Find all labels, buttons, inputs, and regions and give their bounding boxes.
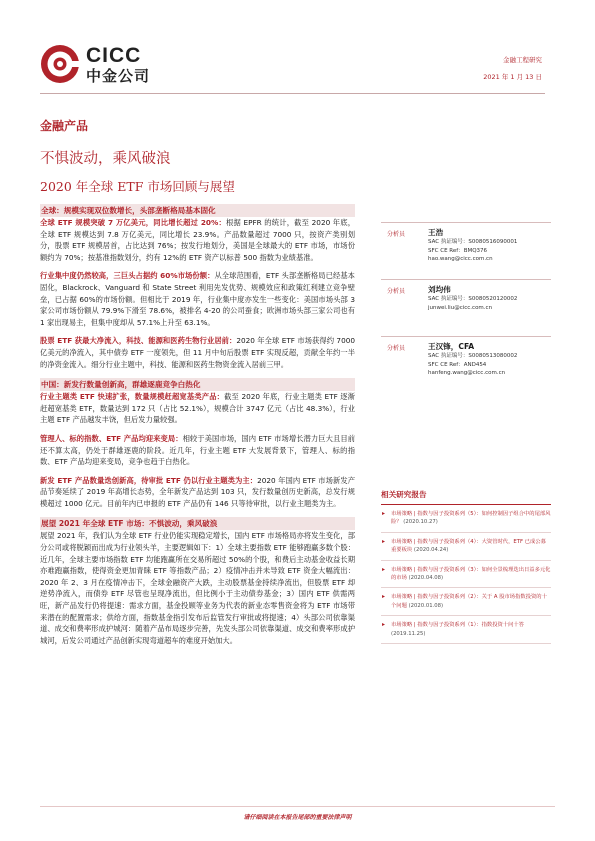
analyst-card [381, 279, 551, 336]
analyst-card [381, 336, 551, 393]
analyst-name: 王浩 [428, 228, 444, 237]
footer-divider [40, 806, 555, 807]
paragraph-lead: 行业集中度仍然较高，三巨头占据约 60%市场份额： [40, 271, 215, 281]
paragraph-lead: 行业主题类 ETF 快速扩张，数量规模赶超宽基类产品： [40, 392, 225, 402]
cicc-logo-mark-icon [40, 44, 80, 84]
logo-text-en: CICC [86, 44, 142, 67]
analyst-role: 分析员 [387, 345, 406, 352]
paragraph-body: 展望 2021 年，我们认为全球 ETF 行业仍能实现稳定增长，国内 ETF 市场格局亦将发生变化，部分公司或将脱颖而出成为行业领头羊，主要逻辑如下：1）全球主要指数 ETF 能够跑赢多数个股：近几年，全球主要市场指数 ETF 均能跑赢所在交易所超过 50%的个股，和费后主动基金收益长期亦难跑赢指数，使得资金更加青睐 ETF 等指数产品；2）疫情冲击并未导致 ETF 资金大幅流出：2020 年 2、3 月在疫情冲击下，全球金融资产大跌，主动股票基金持续净流出，但股票 ETF 却逆势净流入，而债券 ETF 尽管也呈现净流出，但比例小于主动债券基金；3）国内 ETF 供需两旺，新产品发行仍将提速：需求方面，基金投顾等业务为代表的新业态零售资金将为 ETF 市场带来潜在的配置需求；供给方面，指数基金指引发布后监管发行审批或将提速；4）头部公司依靠渠道、成交和费率形成护城河：随着产品布局逐步完善，先发头部公司依靠渠道、成交和费率形成护城河，后发公司通过产品创新实现弯道超车的难度开始加大。 [40, 531, 355, 645]
paragraph-body: 相较于美国市场，国内 ETF 市场增长潜力巨大且目前还不算太高，仍处于群雄逐鹿的阶段。近几年，行业主题 ETF 大发展背景下，管理人、标的指数、ETF 产品均迎来变局，竞争也趋于白热化。 [40, 433, 355, 467]
page-title: 不惧波动，乘风破浪 [40, 151, 171, 167]
analyst-email[interactable]: hanfeng.wang@cicc.com.cn [428, 370, 506, 376]
related-reports [381, 489, 551, 644]
related-report-title[interactable]: 市场策略 | 指数与因子投资系列（5）：如何控制因子组合中的尾部风险？ [391, 511, 551, 526]
section-paragraph [40, 217, 355, 263]
analyst-role: 分析员 [387, 288, 406, 295]
related-reports-heading: 相关研究报告 [381, 489, 551, 505]
analyst-sac: SAC 执证编号：S0080520120002 [428, 296, 518, 302]
paragraph-body: 从全球范围看，ETF 头部垄断格局已经基本固化，Blackrock、Vanguard 和 State Street 利用先发优势、规模效应和政策红利建立竞争壁垒，已占据 60%的市场份额。但相比于 2019 年，行业集中度亦发生一些变化：美国市场头部 3 家公司市场份额从 79.9%下滑至 78.6%，被排名 4-20 的公司蚕食；欧洲市场头部三家公司也有 1 家出现易主，但集中度却从 57.1%上升至 63.1%。 [40, 271, 355, 327]
report-category: 金融产品 [40, 119, 89, 133]
legal-notice: 请仔细阅读在本报告尾部的重要法律声明 [243, 814, 352, 821]
paragraph-body: 2020 年国内 ETF 市场新发产品节奏延续了 2019 年高增长态势，全年新发产品达到 103 只，发行数量创历史新高，总发行规模超过 1000 亿元。目前年内已申报的 ETF 产品仍有 146 只等待审批，以行业主题类为主。 [40, 475, 355, 508]
report-date: 2021 年 1 月 13 日 [483, 73, 542, 81]
related-report-title[interactable]: 市场策略 | 指数与因子投资系列（2）：关于 A 股市场指数投资的十个问题 [391, 594, 547, 609]
related-report-title[interactable]: 市场策略 | 指数与因子投资系列（1）：指数投资十问十答 [391, 622, 524, 629]
section-paragraph [40, 391, 355, 426]
related-report-date: (2020.10.27) [403, 519, 438, 526]
related-report-link[interactable] [381, 505, 551, 533]
analyst-panel [381, 222, 551, 393]
page-subtitle: 2020 年全球 ETF 市场回顾与展望 [40, 179, 235, 194]
paragraph-body: 根据 EPFR 的统计，截至 2020 年底，全球 ETF 规模达到 7.8 万亿美元，同比增长 23.9%。产品数量超过 7000 只，按资产类别划分，股票 ETF 规模居首，占比达到 76%；按发行地划分，美国是全球最大的 ETF 市场，市场份额约为 70%；按基准指数划分，约有 12%的 ETF 资产以标普 500 指数为业绩基准。 [40, 218, 355, 262]
related-report-link[interactable] [381, 588, 551, 616]
related-report-link[interactable] [381, 616, 551, 644]
section-heading: 全球：规模实现双位数增长，头部垄断格局基本固化 [40, 204, 355, 217]
analyst-name: 刘均伟 [428, 285, 451, 294]
paragraph-lead: 新发 ETF 产品数量迭创新高，待审批 ETF 仍以行业主题类为主： [40, 475, 258, 485]
report-type: 金融工程研究 [503, 56, 542, 64]
analyst-sac: SAC 执证编号：S0080513080002 [428, 353, 518, 359]
main-body [40, 204, 355, 646]
related-report-link[interactable] [381, 533, 551, 561]
paragraph-lead: 全球 ETF 规模突破 7 万亿美元，同比增长超过 20%： [40, 218, 226, 227]
analyst-email[interactable]: hao.wang@cicc.com.cn [428, 256, 493, 262]
related-report-link[interactable] [381, 561, 551, 589]
related-report-title[interactable]: 市场策略 | 指数与因子投资系列（3）：如何全景梳理迭出日益多元化的市场 [391, 566, 551, 582]
analyst-role: 分析员 [387, 231, 406, 238]
section-heading: 展望 2021 年全球 ETF 市场：不惧波动，乘风破浪 [40, 517, 355, 530]
related-report-date: (2020.04.08) [408, 575, 444, 582]
analyst-name: 王汉锋，CFA [428, 342, 475, 351]
analyst-sac: SAC 执证编号：S0080516090001 [428, 239, 518, 245]
section-paragraph [40, 335, 355, 370]
section-paragraph [40, 433, 355, 468]
analyst-email[interactable]: junwei.liu@cicc.com.cn [428, 304, 493, 311]
related-report-date: (2020.01.08) [408, 602, 444, 609]
related-report-date: (2020.04.24) [413, 547, 449, 554]
section-paragraph [40, 475, 355, 510]
related-report-title[interactable]: 市场策略 | 指数与因子投资系列（4）：大资管时代，ETF 已成公募重要板块 [391, 538, 546, 554]
paragraph-body: 2020 年全球 ETF 市场获得约 7000 亿美元的净流入，其中债券 ETF 一度领先，但 11 月中旬后股票 ETF 实现反超，贡献全年约一半的净资金流入。细分行业主题中，科技、能源和医药生物资金流入居前三甲。 [40, 336, 355, 369]
related-report-date: (2019.11.25) [391, 630, 426, 637]
paragraph-lead: 股票 ETF 获最大净流入，科技、能源和医药生物行业居前： [40, 336, 237, 346]
analyst-card [381, 222, 551, 279]
paragraph-body: 截至 2020 年底，行业主题类 ETF 逐渐赶超宽基类 ETF，数量达到 172 只（占比 52.1%），规模合计 3747 亿元（占比 48.3%），行业主题 ETF 产品越发丰饶，但后发力量较强。 [40, 392, 355, 425]
paragraph-lead: 管理人、标的指数、ETF 产品均迎来变局： [40, 433, 183, 443]
logo-text-cn: 中金公司 [86, 67, 151, 85]
section-paragraph [40, 270, 355, 328]
section-paragraph [40, 530, 355, 646]
section-heading: 中国：新发行数量创新高，群雄逐鹿竞争白热化 [40, 378, 355, 391]
cicc-logo [40, 44, 180, 88]
analyst-sfc: SFC CE Ref：AND454 [428, 361, 487, 368]
analyst-sfc: SFC CE Ref：BMQ376 [428, 247, 488, 254]
header-divider [40, 93, 545, 94]
